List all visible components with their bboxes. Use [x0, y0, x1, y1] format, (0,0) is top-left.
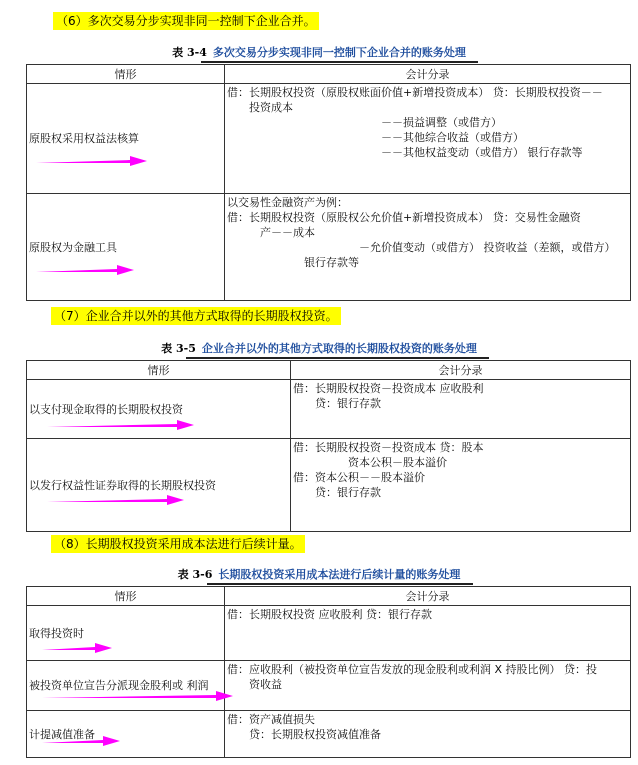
entry-cell [291, 439, 631, 532]
magenta-arrow-icon [34, 153, 150, 169]
entry-line: 银行存款等 [227, 256, 359, 269]
table-3-5-title: 企业合并以外的其他方式取得的长期股权投资的账务处理 [201, 342, 477, 355]
table-row [27, 194, 631, 301]
entry-cell [225, 661, 631, 711]
header-entry: 会计分录 [225, 587, 631, 606]
situation-cell: 原股权采用权益法核算 [27, 84, 225, 194]
table-3-5-caption [0, 341, 638, 357]
table-3-4-caption [0, 45, 638, 61]
table-row [27, 84, 631, 194]
entry-line: 借：资产减值损失 [227, 713, 315, 726]
situation-cell: 原股权为金融工具 [27, 194, 225, 301]
caption-underline [186, 357, 489, 359]
table-3-4-title: 多次交易分步实现非同一控制下企业合并的账务处理 [212, 46, 466, 59]
table-row [27, 606, 631, 661]
entry-line: 以交易性金融资产为例： [227, 196, 348, 209]
section-8-heading: （8）长期股权投资采用成本法进行后续计量。 [51, 535, 305, 553]
situation-cell: 以发行权益性证券取得的长期股权投资 [27, 439, 291, 532]
entry-line: 贷：银行存款 [293, 397, 381, 410]
entry-line: 借：长期股权投资（原股权公允价值+新增投资成本） 贷：交易性金融资 [227, 211, 581, 224]
header-situation: 情形 [27, 65, 225, 84]
header-situation: 情形 [27, 361, 291, 380]
magenta-arrow-icon [34, 262, 136, 278]
entry-line: 借：应收股利（被投资单位宣告发放的现金股利或利润 X 持股比例） 贷：投 [227, 663, 598, 676]
situation-cell: 取得投资时 [27, 606, 225, 661]
entry-line: 投资成本 [227, 101, 293, 114]
header-entry: 会计分录 [291, 361, 631, 380]
entry-line: 贷：长期股权投资减值准备 [227, 728, 381, 741]
entry-line: －－其他综合收益（或借方） [227, 131, 524, 144]
header-situation: 情形 [27, 587, 225, 606]
caption-underline [201, 61, 478, 63]
section-7-heading: （7）企业合并以外的其他方式取得的长期股权投资。 [51, 307, 341, 325]
table-3-6-number: 表 3-6 [177, 568, 213, 581]
entry-line: －－其他权益变动（或借方） 银行存款等 [227, 146, 583, 159]
entry-line: 借：长期股权投资（原股权账面价值+新增投资成本） 贷：长期股权投资－－ [227, 86, 603, 99]
table-3-6-title: 长期股权投资采用成本法进行后续计量的账务处理 [218, 568, 461, 581]
magenta-arrow-icon [40, 688, 236, 704]
magenta-arrow-icon [40, 733, 122, 749]
entry-line: 借：长期股权投资－投资成本 应收股利 [293, 382, 484, 395]
entry-cell [225, 194, 631, 301]
table-3-6-caption [0, 567, 638, 583]
situation-cell: 被投资单位宣告分派现金股利或 利润 [27, 661, 225, 711]
situation-cell: 计提减值准备 [27, 711, 225, 758]
situation-cell: 以支付现金取得的长期股权投资 [27, 380, 291, 439]
section-6-heading: （6）多次交易分步实现非同一控制下企业合并。 [53, 12, 319, 30]
entry-cell [291, 380, 631, 439]
entry-cell [225, 606, 631, 661]
entry-line: －－损益调整（或借方） [227, 116, 502, 129]
table-3-5-number: 表 3-5 [161, 342, 196, 355]
table-row [27, 439, 631, 532]
caption-underline [207, 583, 473, 585]
entry-line: 产－－成本 [227, 226, 315, 239]
magenta-arrow-icon [40, 640, 114, 656]
entry-cell [225, 84, 631, 194]
magenta-arrow-icon [45, 492, 187, 508]
entry-line: 借：资本公积－－股本溢价 [293, 471, 425, 484]
header-entry: 会计分录 [225, 65, 631, 84]
magenta-arrow-icon [45, 417, 197, 433]
entry-line: －允价值变动（或借方） 投资收益（差额，或借方） [227, 241, 616, 254]
entry-line: 借：长期股权投资－投资成本 贷：股本 [293, 441, 484, 454]
entry-line: 贷：银行存款 [293, 486, 381, 499]
table-3-4-number: 表 3-4 [172, 46, 207, 59]
entry-line: 资收益 [227, 678, 282, 691]
entry-line: 借：长期股权投资 应收股利 贷：银行存款 [227, 608, 432, 621]
entry-cell [225, 711, 631, 758]
entry-line: 资本公积－股本溢价 [293, 456, 447, 469]
